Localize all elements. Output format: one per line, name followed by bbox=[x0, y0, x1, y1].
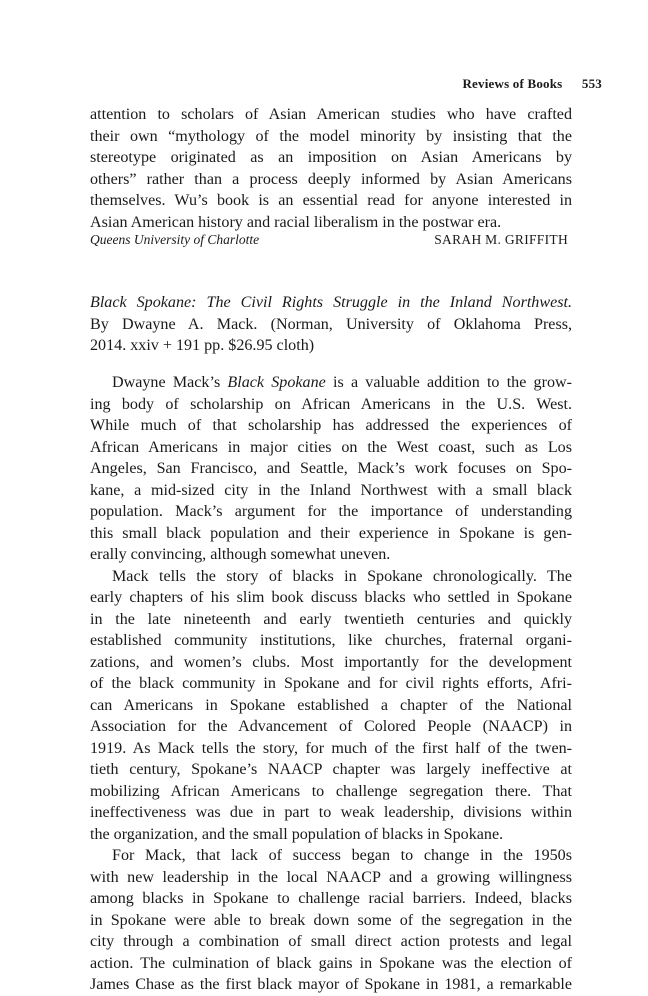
text-line: mobilizing African Americans to challenge segregation there. That bbox=[90, 782, 572, 800]
text-line: Asian American history and racial liberalism in the postwar era. bbox=[90, 213, 502, 231]
text-line: action. The culmination of black gains in Spokane was the election of bbox=[90, 954, 572, 972]
text-run: Dwayne Mack’s bbox=[112, 374, 228, 391]
text-line: ineffectiveness was due in part to weak leadership, divisions within bbox=[90, 804, 572, 821]
page-number: 553 bbox=[581, 76, 602, 91]
text-line: others” rather than a process deeply informed by Asian Americans bbox=[90, 170, 572, 188]
text-line: African Americans in major cities on the West coast, such as Los bbox=[90, 438, 572, 456]
previous-review-closing-paragraph bbox=[90, 104, 572, 233]
review-body bbox=[90, 372, 572, 996]
text-line: stereotype originated as an imposition on Asian Americans by bbox=[90, 149, 572, 166]
text-line: ing body of scholarship on African Americans in the U.S. West. bbox=[90, 395, 572, 413]
reviewer-signature bbox=[90, 232, 572, 248]
text-line: can Americans in Spokane established a chapter of the National bbox=[90, 696, 572, 714]
text-line: Angeles, San Francisco, and Seattle, Mack’s work focuses on Spo- bbox=[90, 460, 572, 477]
book-title-inline: Black Spokane bbox=[227, 374, 326, 391]
text-line: in Spokane were able to break down some of the segregation in the bbox=[90, 911, 572, 929]
book-pages-price: 2014. xxiv + 191 pp. $26.95 cloth) bbox=[90, 337, 315, 354]
text-line: For Mack, that lack of success began to change in the 1950s bbox=[112, 847, 572, 864]
text-line: population. Mack’s argument for the importance of understanding bbox=[90, 503, 572, 520]
journal-section-title: Reviews of Books bbox=[462, 76, 563, 91]
text-line: city through a combination of small direct action protests and legal bbox=[90, 933, 572, 950]
text-line: While much of that scholarship has addressed the experiences of bbox=[90, 417, 572, 434]
reviewer-affiliation: Queens University of Charlotte bbox=[90, 232, 260, 247]
text-line: Mack tells the story of blacks in Spokane chronologically. The bbox=[112, 567, 572, 585]
paragraph-first-line bbox=[90, 372, 572, 394]
text-line: themselves. Wu’s book is an essential read for anyone interested in bbox=[90, 192, 572, 209]
text-line: tieth century, Spokane’s NAACP chapter was largely ineffective at bbox=[90, 761, 572, 778]
text-line: established community institutions, like churches, fraternal organi- bbox=[90, 632, 572, 649]
text-line: kane, a mid-sized city in the Inland Northwest with a small black bbox=[90, 481, 572, 499]
running-head bbox=[462, 76, 602, 92]
text-line: this small black population and their experience in Spokane is gen- bbox=[90, 524, 572, 542]
text-line: Association for the Advancement of Colored People (NAACP) in bbox=[90, 718, 572, 735]
book-citation bbox=[90, 292, 572, 357]
text-line: early chapters of his slim book discuss blacks who settled in Spokane bbox=[90, 589, 572, 606]
text-line: 1919. As Mack tells the story, for much of the first half of the twen- bbox=[90, 739, 572, 757]
book-author-publisher: By Dwayne A. Mack. (Norman, University of Oklahoma Press, bbox=[90, 315, 572, 333]
text-line: their own “mythology of the model minority by insisting that the bbox=[90, 127, 572, 145]
book-title: Black Spokane: The Civil Rights Struggle in the Inland Northwest. bbox=[90, 294, 572, 311]
text-line: of the black community in Spokane and for civil rights efforts, Afri- bbox=[90, 675, 572, 692]
text-line: James Chase as the first black mayor of Spokane in 1981, a remarkable bbox=[90, 976, 572, 993]
text-line: attention to scholars of Asian American studies who have crafted bbox=[90, 106, 572, 123]
text-line: among blacks in Spokane to challenge racial barriers. Indeed, blacks bbox=[90, 890, 572, 907]
text-run: is a valuable addition to the grow- bbox=[325, 374, 572, 391]
text-line: with new leadership in the local NAACP and a growing willingness bbox=[90, 868, 572, 886]
text-line: in the late nineteenth and early twentieth centuries and quickly bbox=[90, 610, 572, 628]
text-line: erally convincing, although somewhat uneven. bbox=[90, 546, 391, 563]
text-line: zations, and women’s clubs. Most importantly for the development bbox=[90, 653, 572, 671]
text-line: the organization, and the small population of blacks in Spokane. bbox=[90, 825, 504, 843]
reviewer-name: SARAH M. GRIFFITH bbox=[434, 232, 568, 247]
